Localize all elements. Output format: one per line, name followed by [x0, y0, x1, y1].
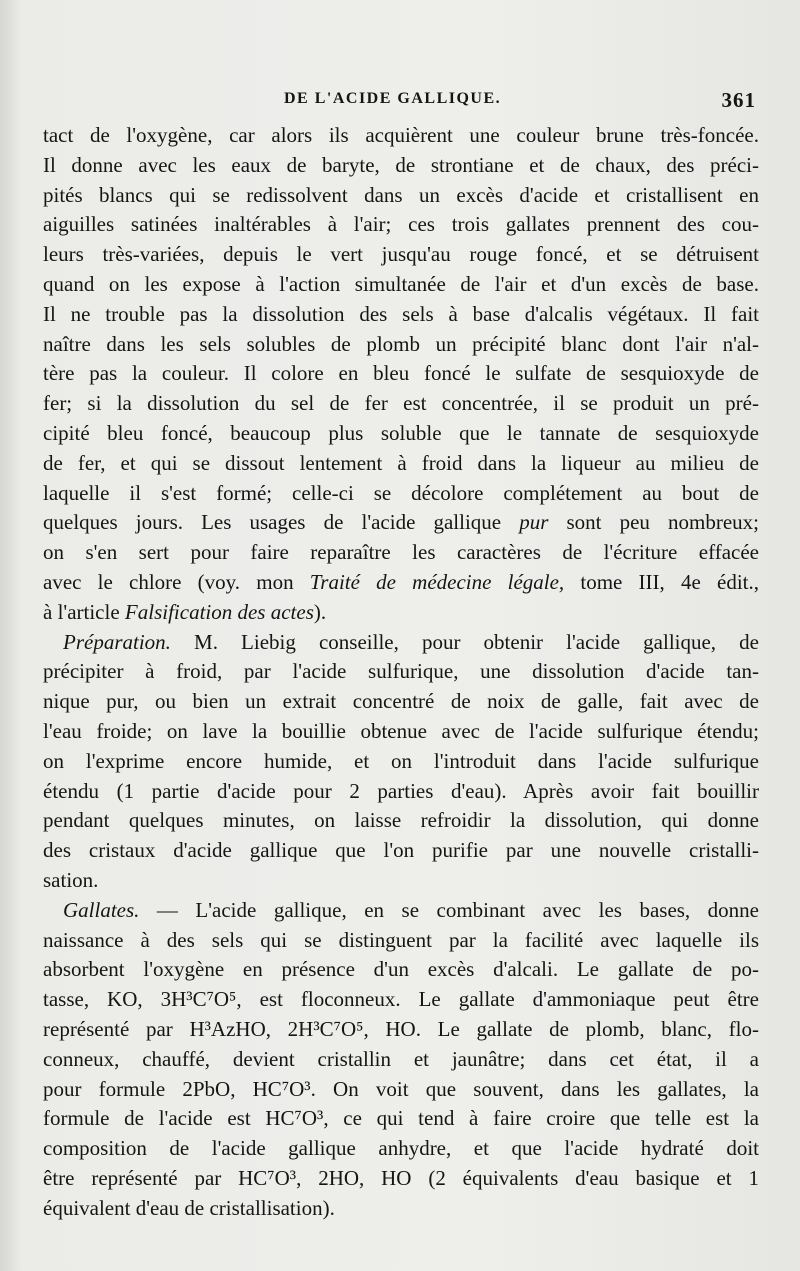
text-run: — L'acide gallique, en se combinant avec les bases, donne [139, 897, 759, 922]
text-run: absorbent l'oxygène en présence d'un excès d'alcali. Le gallate de po- [43, 957, 759, 982]
text-line [43, 270, 759, 300]
text-line [43, 1015, 759, 1045]
text-run: tère pas la couleur. Il colore en bleu foncé le sulfate de sesquioxyde de [43, 361, 759, 386]
italic-text: Traité de médecine légale, [309, 569, 565, 594]
text-line [43, 359, 759, 389]
text-line [43, 1164, 759, 1194]
text-line [43, 896, 759, 926]
text-run: aiguilles satinées inaltérables à l'air; ces trois gallates prennent des cou- [43, 212, 759, 237]
text-run: de fer, et qui se dissout lentement à froid dans la liqueur au milieu de [43, 450, 759, 475]
text-run: composition de l'acide gallique anhydre, et que l'acide hydraté doit [43, 1136, 759, 1161]
text-run: tasse, KO, 3H³C⁷O⁵, est floconneux. Le gallate d'ammoniaque peut être [43, 987, 759, 1012]
text-run: leurs très-variées, depuis le vert jusqu'au rouge foncé, et se détruisent [43, 242, 759, 267]
body-text [43, 121, 759, 1223]
text-run: Il donne avec les eaux de baryte, de strontiane et de chaux, des préci- [43, 152, 759, 177]
text-run: pendant quelques minutes, on laisse refroidir la dissolution, qui donne [43, 808, 759, 833]
text-run: fer; si la dissolution du sel de fer est concentrée, il se produit un pré- [43, 391, 759, 416]
text-line [43, 449, 759, 479]
text-line [43, 508, 759, 538]
text-line [43, 121, 759, 151]
text-line [43, 836, 759, 866]
text-line [43, 657, 759, 687]
italic-text: Gallates. [63, 897, 140, 922]
text-run: nique pur, ou bien un extrait concentré de noix de galle, fait avec de [43, 689, 759, 714]
text-run: naissance à des sels qui se distinguent par la facilité avec laquelle ils [43, 927, 759, 952]
text-line [43, 538, 759, 568]
text-line [43, 955, 759, 985]
italic-text: Falsification des actes [124, 599, 314, 624]
text-line [43, 777, 759, 807]
text-run: pités blancs qui se redissolvent dans un excès d'acide et cristallisent en [43, 182, 759, 207]
text-run: on s'en sert pour faire reparaître les caractères de l'écriture effacée [43, 540, 759, 565]
text-run: avec le chlore (voy. mon [43, 569, 310, 594]
page-number: 361 [721, 88, 756, 112]
text-line [43, 747, 759, 777]
text-run: sont peu nombreux; [548, 510, 759, 535]
text-run: cipité bleu foncé, beaucoup plus soluble que le tannate de sesquioxyde [43, 420, 759, 445]
text-run: naître dans les sels solubles de plomb un précipité blanc dont l'air n'al- [43, 331, 759, 356]
text-line [43, 687, 759, 717]
text-line [43, 985, 759, 1015]
text-run: tome III, 4e édit., [564, 569, 759, 594]
running-title: DE L'ACIDE GALLIQUE. [284, 90, 502, 107]
text-line [43, 1075, 759, 1105]
text-run: tact de l'oxygène, car alors ils acquièrent une couleur brune très-foncée. [43, 123, 759, 147]
text-run: l'eau froide; on lave la bouillie obtenue avec de l'acide sulfurique étendu; [43, 718, 759, 743]
text-line [43, 866, 759, 896]
text-line [43, 598, 759, 628]
text-run: formule de l'acide est HC⁷O³, ce qui tend à faire croire que telle est la [43, 1106, 759, 1131]
text-run: ). [313, 599, 327, 624]
text-line [43, 389, 759, 419]
text-run: sation. [43, 867, 99, 892]
text-run: précipiter à froid, par l'acide sulfurique, une dissolution d'acide tan- [43, 659, 759, 684]
text-line [43, 240, 759, 270]
text-line [43, 210, 759, 240]
text-line [43, 1194, 759, 1224]
text-line [43, 330, 759, 360]
text-run: équivalent d'eau de cristallisation). [43, 1195, 335, 1220]
text-line [43, 717, 759, 747]
text-line [43, 300, 759, 330]
text-line [43, 568, 759, 598]
page-header [44, 88, 760, 118]
text-run: représenté par H³AzHO, 2H³C⁷O⁵, HO. Le gallate de plomb, blanc, flo- [43, 1016, 759, 1041]
text-run: quelques jours. Les usages de l'acide gallique [43, 510, 520, 535]
text-line [43, 806, 759, 836]
text-run: laquelle il s'est formé; celle-ci se décolore complétement au bout de [43, 480, 759, 505]
text-run: M. Liebig conseille, pour obtenir l'acide gallique, de [170, 629, 759, 654]
text-run: étendu (1 partie d'acide pour 2 parties d'eau). Après avoir fait bouillir [43, 778, 759, 803]
text-line [43, 1045, 759, 1075]
text-line [43, 628, 759, 658]
text-line [43, 1104, 759, 1134]
text-run: conneux, chauffé, devient cristallin et jaunâtre; dans cet état, il a [43, 1046, 759, 1071]
text-line [43, 419, 759, 449]
text-run: des cristaux d'acide gallique que l'on purifie par une nouvelle cristalli- [43, 838, 759, 863]
text-line [43, 479, 759, 509]
text-line [43, 181, 759, 211]
italic-text: Préparation. [63, 629, 171, 654]
text-run: on l'exprime encore humide, et on l'introduit dans l'acide sulfurique [43, 748, 759, 773]
text-run: pour formule 2PbO, HC⁷O³. On voit que souvent, dans les gallates, la [43, 1076, 759, 1101]
text-line [43, 1134, 759, 1164]
italic-text: pur [519, 510, 549, 535]
text-run: à l'article [43, 599, 125, 624]
text-line [43, 926, 759, 956]
text-run: Il ne trouble pas la dissolution des sels à base d'alcalis végétaux. Il fait [43, 301, 759, 326]
text-line [43, 151, 759, 181]
text-run: être représenté par HC⁷O³, 2HO, HO (2 équivalents d'eau basique et 1 [43, 1165, 759, 1190]
text-run: quand on les expose à l'action simultanée de l'air et d'un excès de base. [43, 271, 759, 296]
